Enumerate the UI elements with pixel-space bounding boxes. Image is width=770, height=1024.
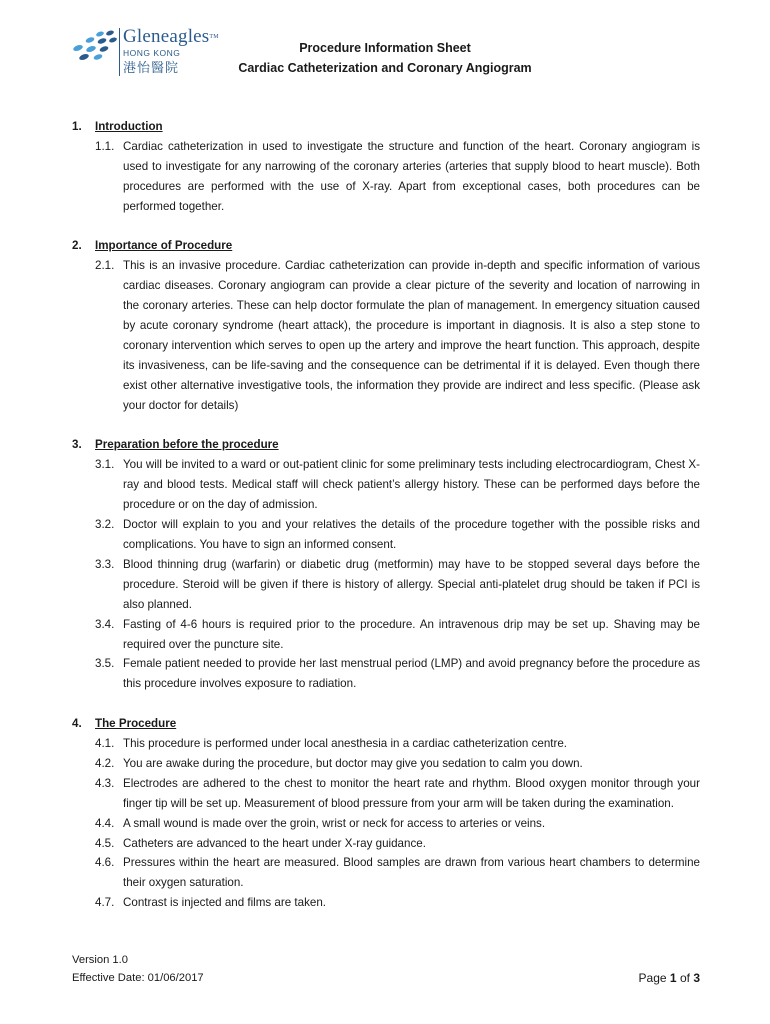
- item-number: 3.2.: [95, 518, 115, 532]
- list-item: [72, 853, 700, 893]
- list-item: [72, 834, 700, 854]
- section: [72, 714, 700, 913]
- item-number: 4.2.: [95, 756, 115, 770]
- logo-brand-name: Gleneagles: [123, 26, 210, 47]
- list-item: [72, 734, 700, 754]
- section: [72, 117, 700, 217]
- list-item: [72, 615, 700, 655]
- page-footer: [72, 951, 700, 987]
- list-item: [72, 555, 700, 615]
- list-item: [72, 893, 700, 913]
- item-text: Catheters are advanced to the heart under X-ray guidance.: [123, 836, 426, 850]
- item-text: Electrodes are adhered to the chest to monitor the heart rate and rhythm. Blood oxygen monitor through your finger tip will be set up. Measurement of blood pressure from your arm will be taken during the examination.: [123, 776, 700, 810]
- item-text: This is an invasive procedure. Cardiac catheterization can provide in-depth and specific information of various cardiac diseases. Coronary angiogram can provide a clear picture of the severity and location of narrowing in the coronary arteries. These can help doctor formulate the plan of management. In emergency situation caused by acute coronary syndrome (heart attack), the procedure is important in diagnosis. It is also a step stone to coronary intervention which serves to open up the artery and improve the heart function. This approach, despite its invasiveness, can be life-saving and the consequence can be detrimental if it is delayed. Even though there exist other alternative investigative tools, the information they provide are indirect and less specific. (Please ask your doctor for details): [123, 259, 700, 412]
- section: [72, 435, 700, 694]
- page-current: 1: [669, 971, 677, 985]
- page-total: 3: [693, 971, 700, 985]
- item-number: 3.4.: [95, 617, 115, 631]
- section-heading: [72, 435, 700, 455]
- version-label: Version 1.0: [72, 954, 128, 966]
- item-number: 3.3.: [95, 557, 115, 571]
- item-text: Contrast is injected and films are taken.: [123, 896, 326, 910]
- section-number: 4.: [72, 717, 82, 731]
- item-text: Blood thinning drug (warfarin) or diabetic drug (metformin) may have to be stopped several days before the procedure. Steroid will be given if there is history of allergy. Special anti-platelet drug should be taken if PCI is also planned.: [123, 557, 700, 611]
- section-number: 3.: [72, 438, 82, 452]
- section-title: The Procedure: [95, 717, 177, 731]
- section-heading: [72, 236, 700, 256]
- item-text: This procedure is performed under local anesthesia in a cardiac catheterization centre.: [123, 737, 568, 751]
- section-heading: [72, 117, 700, 137]
- item-number: 4.5.: [95, 836, 115, 850]
- list-item: [72, 256, 700, 415]
- item-text: Pressures within the heart are measured. Blood samples are drawn from various heart chambers to determine their oxygen saturation.: [123, 856, 700, 890]
- list-item: [72, 455, 700, 515]
- section-title: Preparation before the procedure: [95, 438, 279, 452]
- list-item: [72, 137, 700, 217]
- section-number: 1.: [72, 120, 82, 133]
- item-number: 4.6.: [95, 856, 115, 870]
- item-number: 4.1.: [95, 737, 115, 751]
- item-text: Doctor will explain to you and your relatives the details of the procedure together with the possible risks and complications. You have to sign an informed consent.: [123, 518, 700, 551]
- item-text: A small wound is made over the groin, wrist or neck for access to arteries or veins.: [123, 816, 546, 830]
- list-item: [72, 814, 700, 834]
- item-number: 4.7.: [95, 896, 115, 910]
- item-number: 3.1.: [95, 458, 115, 472]
- section-number: 2.: [72, 239, 82, 253]
- item-number: 3.5.: [95, 657, 115, 671]
- list-item: [72, 754, 700, 774]
- list-item: [72, 654, 700, 694]
- section-title: Importance of Procedure: [95, 239, 233, 253]
- item-text: Fasting of 4-6 hours is required prior to the procedure. An intravenous drip may be set up. Shaving may be required over the puncture site.: [123, 617, 700, 651]
- page-word: Page: [638, 971, 667, 985]
- logo-location: HONG KONG: [123, 48, 181, 58]
- item-number: 2.1.: [95, 259, 115, 273]
- section-heading: [72, 714, 700, 734]
- list-item: [72, 515, 700, 555]
- item-text: Cardiac catheterization in used to investigate the structure and function of the heart. Coronary angiogram is used to investigate for any narrowing of the coronary arteries (arteries that supply blood to heart muscle). Both procedures are performed with the use of X-ray. Apart from exceptional cases, both procedures can be performed together.: [123, 139, 700, 213]
- page-number: [639, 969, 700, 987]
- effective-date: Effective Date: 01/06/2017: [72, 972, 204, 984]
- list-item: [72, 774, 700, 814]
- logo-chinese-name: 港怡醫院: [123, 60, 180, 75]
- item-text: You will be invited to a ward or out-patient clinic for some preliminary tests including electrocardiogram, Chest X-ray and blood tests. Medical staff will check patient’s allergy history. These can be performed days before the procedure or on the day of admission.: [123, 458, 700, 512]
- item-number: 4.4.: [95, 816, 115, 830]
- logo-trademark: TM: [209, 34, 219, 40]
- document-subtitle: Cardiac Catheterization and Coronary Angiogram: [238, 61, 532, 75]
- document-body: [72, 117, 700, 933]
- document-title: Procedure Information Sheet: [299, 41, 471, 55]
- section-title: Introduction: [95, 120, 163, 133]
- page-of: of: [679, 971, 690, 985]
- item-number: 1.1.: [95, 139, 115, 153]
- section: [72, 236, 700, 415]
- document-header: [0, 38, 770, 78]
- item-text: Female patient needed to provide her last menstrual period (LMP) and avoid pregnancy before the procedure as this procedure involves exposure to radiation.: [123, 657, 700, 691]
- item-number: 4.3.: [95, 776, 115, 790]
- item-text: You are awake during the procedure, but doctor may give you sedation to calm you down.: [123, 756, 583, 770]
